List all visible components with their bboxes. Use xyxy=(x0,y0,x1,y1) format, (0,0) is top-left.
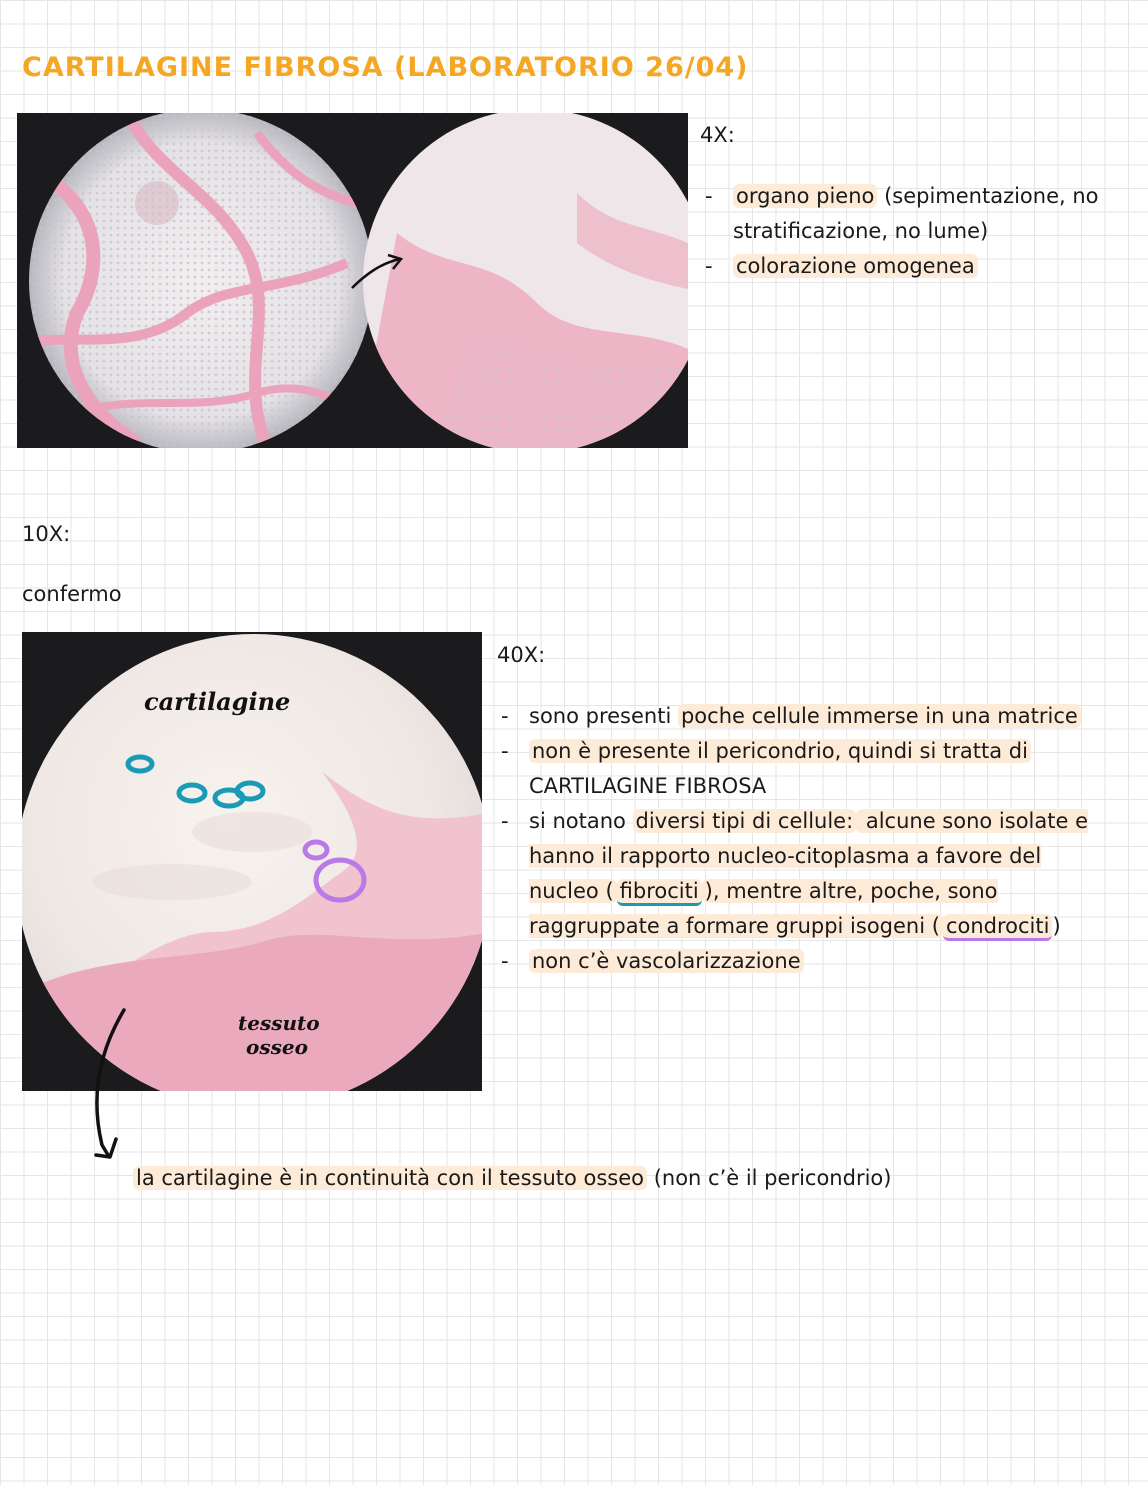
highlight: alcune sono isolate e hanno il rapporto nucleo-citoplasma a favore del nucleo ( xyxy=(529,809,1089,903)
highlight: poche cellule immerse in una matrice xyxy=(678,704,1081,728)
list-item xyxy=(501,734,1106,769)
list-item: - sono presenti poche cellule immerse in una matrice xyxy=(501,699,1106,734)
micrograph-4x xyxy=(17,113,688,448)
mag-40x-label: 40X: xyxy=(497,643,546,667)
mag-40x-notes xyxy=(501,699,1106,979)
list-item-continuation: CARTILAGINE FIBROSA xyxy=(529,774,767,798)
page-title: CARTILAGINE FIBROSA (LABORATORIO 26/04) xyxy=(22,52,749,83)
mag-10x-note: confermo xyxy=(22,582,122,606)
highlight: la cartilagine è in continuità con il tessuto osseo xyxy=(133,1166,647,1190)
bone-label-line2: osseo xyxy=(246,1035,308,1059)
curved-arrow-icon xyxy=(90,1005,140,1165)
fibrociti-term: fibrociti xyxy=(617,879,702,906)
highlight: ), mentre altre, poche, sono raggruppate a formare gruppi isogeni ( xyxy=(529,879,998,938)
list-item: - organo pieno (sepimentazione, no stratificazione, no lume) xyxy=(705,179,1125,249)
highlight: non è presente il pericondrio, quindi si tratta di xyxy=(529,739,1031,763)
cartilage-label: cartilagine xyxy=(144,687,291,716)
conclusion: la cartilagine è in continuità con il tessuto osseo (non c’è il pericondrio) xyxy=(133,1166,891,1190)
mag-4x-label: 4X: xyxy=(700,123,735,147)
highlight: colorazione omogenea xyxy=(733,254,978,278)
list-item: - si notano diversi tipi di cellule: alcune sono isolate e hanno il rapporto nucleo-citoplasma a favore del nucleo ( fibrociti ), mentre altre, poche, sono raggruppate a formare gruppi isogeni ( condrociti ) xyxy=(501,804,1106,944)
mag-4x-notes xyxy=(705,179,1125,284)
highlight: organo pieno xyxy=(733,184,877,208)
list-item xyxy=(501,944,1106,979)
condrociti-term: condrociti xyxy=(943,914,1053,941)
list-item xyxy=(705,249,1125,284)
highlight: non c’è vascolarizzazione xyxy=(529,949,804,973)
bone-label-line1: tessuto xyxy=(238,1011,320,1035)
highlight: diversi tipi di cellule: xyxy=(633,809,857,833)
mag-10x-label: 10X: xyxy=(22,522,71,546)
